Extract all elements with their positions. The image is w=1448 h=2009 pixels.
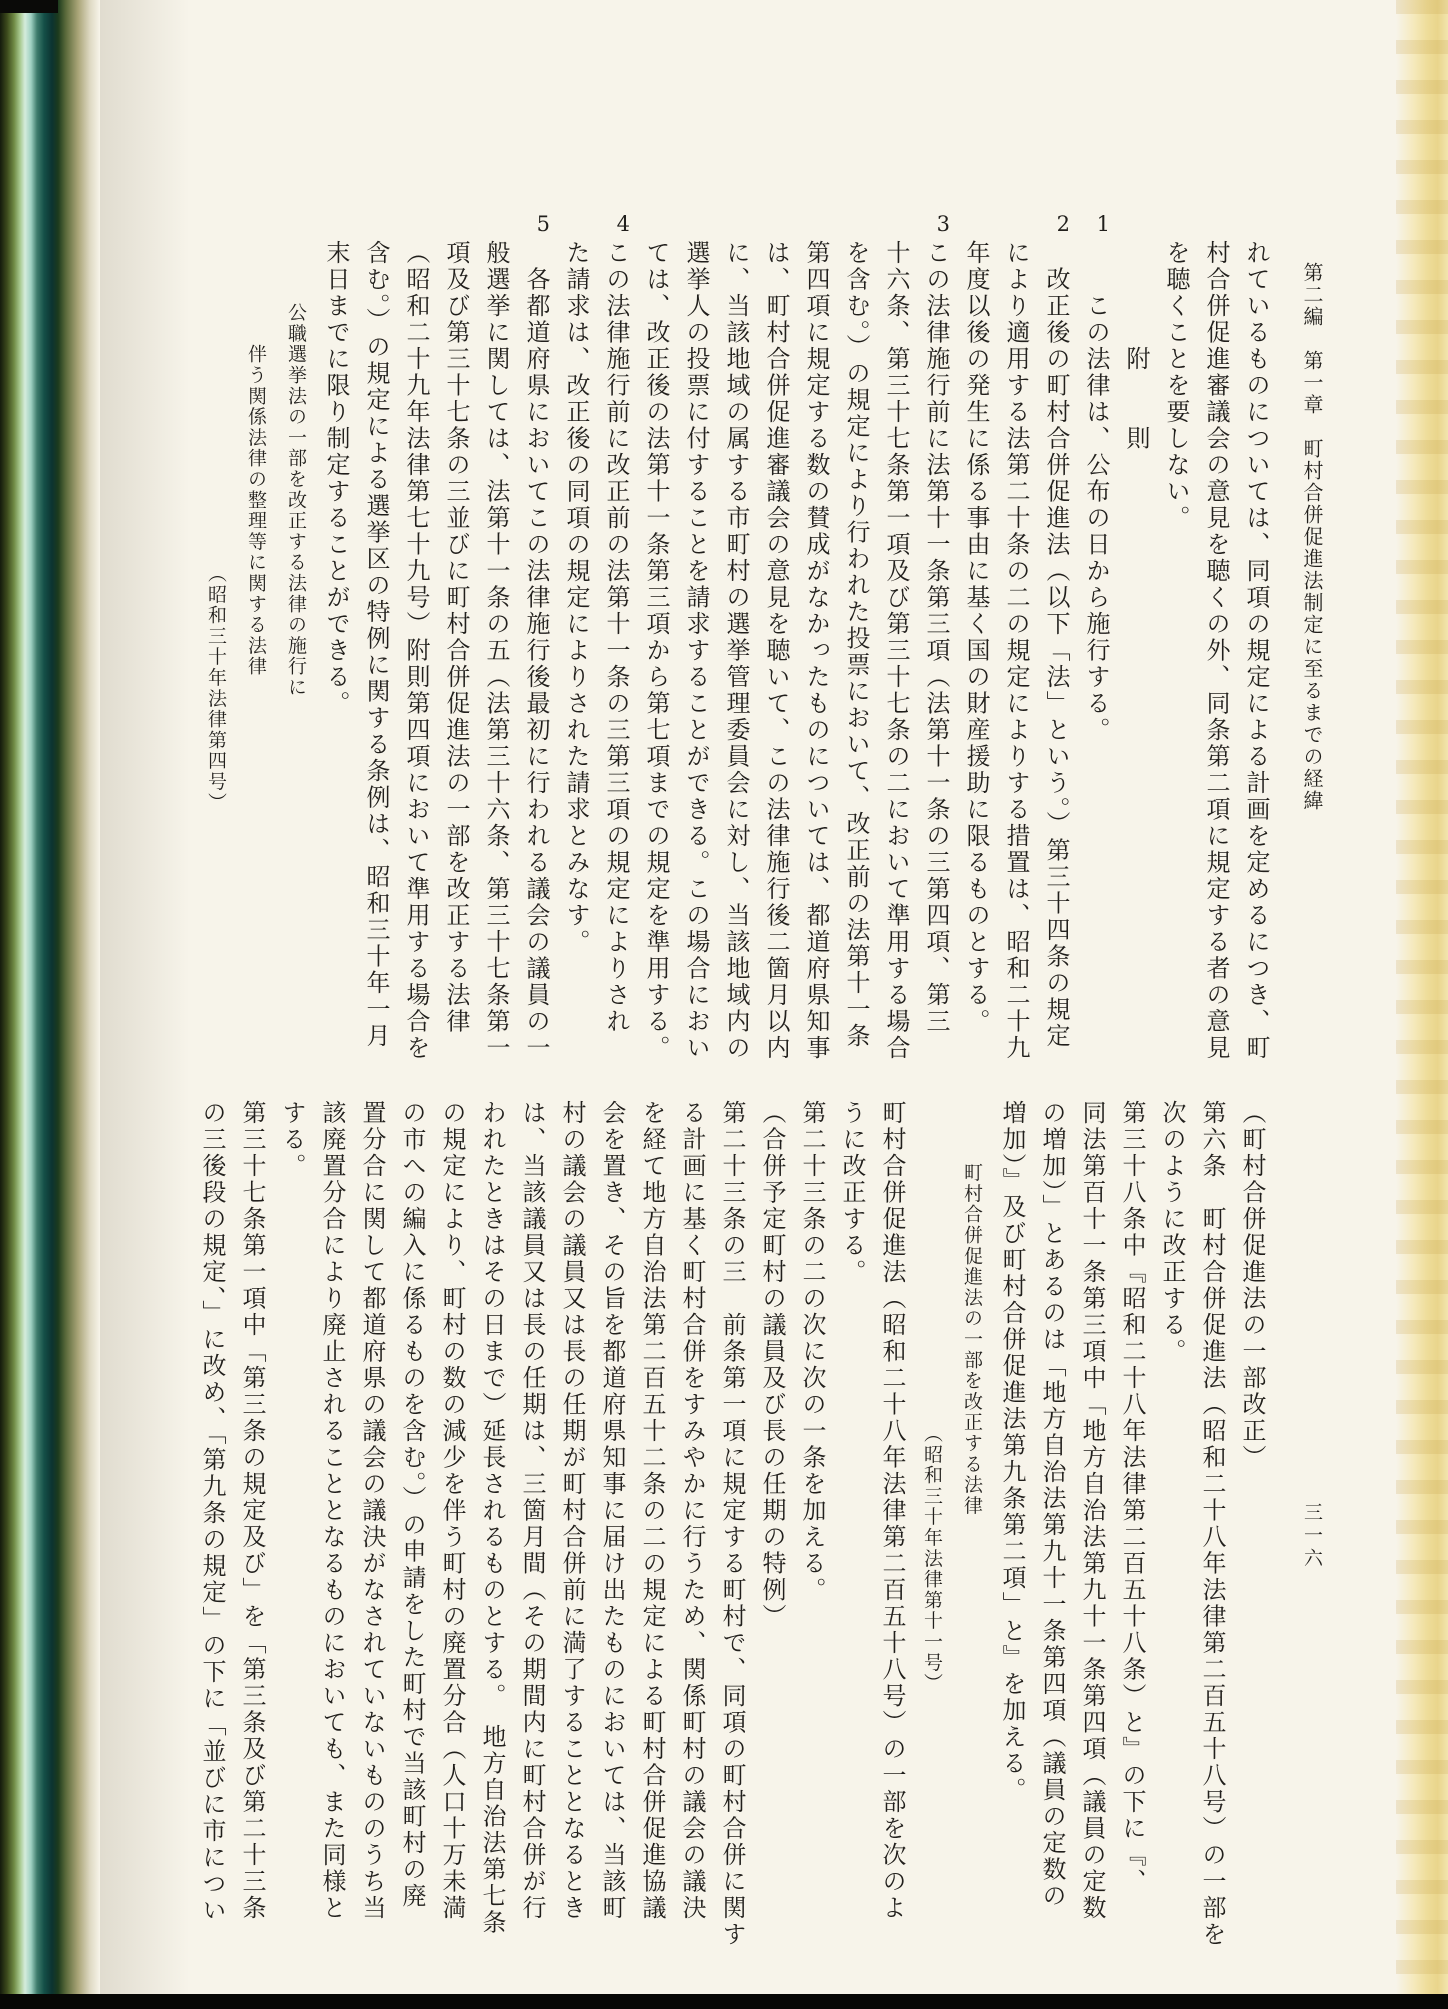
text-column bbox=[276, 240, 316, 1076]
text-column bbox=[876, 240, 916, 1076]
text-column bbox=[1032, 1100, 1072, 1910]
column-text: 項及び第三十七条の三並びに町村合併促進法の一部を改正する法律 bbox=[442, 240, 470, 1035]
text-column bbox=[516, 212, 556, 1076]
text-column bbox=[716, 240, 756, 1076]
column-text: 第二十三条の三 前条第一項に規定する町村で、同項の町村合併に関す bbox=[718, 1100, 746, 1948]
text-column bbox=[996, 240, 1036, 1076]
column-text: 十六条、第三十七条第一項及び第三十七条の二において準用する場合 bbox=[882, 240, 910, 1062]
column-text: 会を置き、その旨を都道府県知事に届け出たものにおいては、当該町 bbox=[598, 1100, 626, 1922]
page-edge bbox=[1396, 0, 1448, 2009]
column-text: に、当該地域の属する市町村の選挙管理委員会に対し、当該地域内の bbox=[722, 240, 750, 1062]
text-column bbox=[556, 240, 596, 1076]
column-text: われたときはその日まで）延長されるものとする。 地方自治法第七条 bbox=[478, 1100, 506, 1936]
text-column bbox=[1076, 212, 1116, 1076]
text-column bbox=[676, 240, 716, 1076]
text-column bbox=[312, 1100, 352, 1922]
column-text: （昭和三十年法律第四号） bbox=[205, 240, 227, 813]
text-column bbox=[392, 1100, 432, 1910]
text-column bbox=[952, 1100, 992, 1900]
text-column bbox=[792, 1100, 832, 1900]
text-column bbox=[1156, 240, 1196, 1076]
column-text: 年度以後の発生に係る事由に基く国の財産援助に限るものとする。 bbox=[962, 240, 990, 1035]
text-column bbox=[476, 240, 516, 1076]
column-text: この法律は、公布の日から施行する。 bbox=[1082, 240, 1110, 744]
column-text: の三後段の規定、」に改め、「第九条の規定」の下に「並びに市につい bbox=[198, 1100, 226, 1924]
column-text: 末日までに限り制定することができる。 bbox=[322, 240, 350, 717]
column-text: 附 則 bbox=[1122, 240, 1150, 452]
column-text: を聴くことを要しない。 bbox=[1162, 240, 1190, 532]
text-column bbox=[596, 212, 636, 1076]
lower-text-section bbox=[192, 1100, 1272, 1948]
text-column bbox=[316, 240, 356, 1076]
column-text: を含む。）の規定により行われた投票において、改正前の法第十一条 bbox=[842, 240, 870, 1050]
column-text: （合併予定町村の議員及び長の任期の特例） bbox=[758, 1100, 786, 1630]
running-head bbox=[1276, 240, 1332, 1076]
column-text: うに改正する。 bbox=[838, 1100, 866, 1286]
text-column bbox=[552, 1100, 592, 1922]
column-text: を経て地方自治法第二百五十二条の二の規定による町村合併促進協議 bbox=[638, 1100, 666, 1922]
text-column bbox=[196, 240, 236, 1076]
item-number: 3 bbox=[936, 212, 950, 236]
text-column bbox=[512, 1100, 552, 1922]
column-text: 増加）』及び町村合併促進法第九条第二項」と』を加える。 bbox=[998, 1100, 1026, 1804]
column-text: の規定により、町村の数の減少を伴う町村の廃置分合（人口十万未満 bbox=[438, 1100, 466, 1922]
text-column bbox=[672, 1100, 712, 1922]
column-text: の市への編入に係るものを含む。）の申請をした町村で当該町村の廃 bbox=[398, 1100, 426, 1910]
column-text: 該廃置分合により廃止されることとなるものにおいても、また同様と bbox=[318, 1100, 346, 1922]
column-text: た請求は、改正後の同項の規定によりされた請求とみなす。 bbox=[562, 240, 590, 956]
scan-strip-top-left bbox=[0, 0, 58, 13]
column-text: 公職選挙法の一部を改正する法律の施行に bbox=[285, 240, 307, 698]
column-text: は、当該議員又は長の任期は、三箇月間（その期間内に町村合併が行 bbox=[518, 1100, 546, 1922]
text-column bbox=[636, 240, 676, 1076]
item-number: 1 bbox=[1096, 212, 1110, 236]
text-column bbox=[232, 1100, 272, 1922]
column-text: 第三十八条中『昭和二十八年法律第二百五十八条）と』の下に『、 bbox=[1118, 1100, 1146, 1895]
column-text: 各都道府県においてこの法律施行後最初に行われる議会の議員の一 bbox=[522, 240, 550, 1062]
column-text: 町村合併促進法（昭和二十八年法律第二百五十八号）の一部を次のよ bbox=[878, 1100, 906, 1922]
text-column bbox=[752, 1100, 792, 1900]
upper-text-section bbox=[196, 212, 1332, 1076]
text-column bbox=[912, 1100, 952, 1900]
text-column bbox=[1116, 240, 1156, 1076]
gutter-shadow bbox=[100, 0, 190, 2009]
column-text: （昭和二十九年法律第七十九号）附則第四項において準用する場合を bbox=[402, 240, 430, 1062]
text-column bbox=[1036, 212, 1076, 1076]
text-column bbox=[1112, 1100, 1152, 1900]
text-column bbox=[472, 1100, 512, 1936]
column-text: （町村合併促進法の一部改正） bbox=[1238, 1100, 1266, 1471]
book-binding bbox=[0, 0, 100, 2009]
text-column bbox=[916, 212, 956, 1076]
column-text: 次のように改正する。 bbox=[1158, 1100, 1186, 1365]
scan-strip-bottom bbox=[0, 1994, 1448, 2009]
column-text: により適用する法第二十条の二の規定によりする措置は、昭和二十九 bbox=[1002, 240, 1030, 1062]
text-column bbox=[1236, 240, 1276, 1076]
text-column bbox=[832, 1100, 872, 1900]
column-text: 第四項に規定する数の賛成がなかったものについては、都道府県知事 bbox=[802, 240, 830, 1062]
column-text: は、町村合併促進審議会の意見を聴いて、この法律施行後二箇月以内 bbox=[762, 240, 790, 1062]
column-text: 村合併促進審議会の意見を聴くの外、同条第二項に規定する者の意見 bbox=[1202, 240, 1230, 1062]
text-column bbox=[632, 1100, 672, 1922]
text-column bbox=[836, 240, 876, 1076]
column-text: （昭和三十年法律第十一号） bbox=[921, 1100, 943, 1694]
text-column bbox=[796, 240, 836, 1076]
text-column bbox=[396, 240, 436, 1076]
text-column bbox=[1232, 1100, 1272, 1900]
column-text: する。 bbox=[278, 1100, 306, 1180]
item-number: 5 bbox=[536, 212, 550, 236]
column-text: 第六条 町村合併促進法（昭和二十八年法律第二百五十八号）の一部を bbox=[1198, 1100, 1226, 1948]
text-column bbox=[356, 240, 396, 1076]
column-text: この法律施行前に法第十一条第三項（法第十一条の三第四項、第三 bbox=[922, 240, 950, 1035]
text-column bbox=[956, 240, 996, 1076]
column-text: 置分合に関して都道府県の議会の議決がなされていないもののうち当 bbox=[358, 1100, 386, 1922]
column-text: の増加）」とあるのは「地方自治法第九十一条第四項（議員の定数の bbox=[1038, 1100, 1066, 1910]
column-text: 村の議会の議員又は長の任期が町村合併前に満了することとなるとき bbox=[558, 1100, 586, 1922]
page-number: 三一六 bbox=[1301, 1502, 1323, 1571]
column-text: 町村合併促進法の一部を改正する法律 bbox=[961, 1100, 983, 1516]
column-text: 伴う関係法律の整理等に関する法律 bbox=[245, 240, 267, 677]
column-text: れているものについては、同項の規定による計画を定めるにつき、町 bbox=[1242, 240, 1270, 1062]
text-column bbox=[592, 1100, 632, 1922]
text-column bbox=[272, 1100, 312, 1900]
column-text: 般選挙に関しては、法第十一条の五（法第三十六条、第三十七条第一 bbox=[482, 240, 510, 1062]
text-column bbox=[1196, 240, 1236, 1076]
column-text: 含む。）の規定による選挙区の特例に関する条例は、昭和三十年一月 bbox=[362, 240, 390, 1050]
text-column bbox=[712, 1100, 752, 1948]
column-text: 第二十三条の二の次に次の一条を加える。 bbox=[798, 1100, 826, 1604]
column-text: る計画に基く町村合併をすみやかに行うため、関係町村の議会の議決 bbox=[678, 1100, 706, 1922]
text-column bbox=[1152, 1100, 1192, 1900]
text-column bbox=[756, 240, 796, 1076]
column-text: この法律施行前に改正前の法第十一条の三第三項の規定によりされ bbox=[602, 240, 630, 1035]
item-number: 4 bbox=[616, 212, 630, 236]
column-text: 改正後の町村合併促進法（以下「法」という。）第三十四条の規定 bbox=[1042, 240, 1070, 1050]
column-text: 同法第百十一条第三項中「地方自治法第九十一条第四項（議員の定数 bbox=[1078, 1100, 1106, 1922]
column-text: 選挙人の投票に付することを請求することができる。この場合におい bbox=[682, 240, 710, 1062]
text-column bbox=[872, 1100, 912, 1922]
item-number: 2 bbox=[1056, 212, 1070, 236]
text-column bbox=[992, 1100, 1032, 1900]
text-column bbox=[236, 240, 276, 1076]
text-column bbox=[1192, 1100, 1232, 1948]
text-column bbox=[192, 1100, 232, 1924]
text-column bbox=[436, 240, 476, 1076]
column-text: 第三十七条第一項中「第三条の規定及び」を「第三条及び第二十三条 bbox=[238, 1100, 266, 1922]
column-text: ては、改正後の法第十一条第三項から第七項までの規定を準用する。 bbox=[642, 240, 670, 1062]
text-column bbox=[352, 1100, 392, 1922]
text-column bbox=[1072, 1100, 1112, 1922]
text-column bbox=[432, 1100, 472, 1922]
column-text: 第二編 第一章 町村合併促進法制定に至るまでの経緯 bbox=[1300, 240, 1324, 812]
